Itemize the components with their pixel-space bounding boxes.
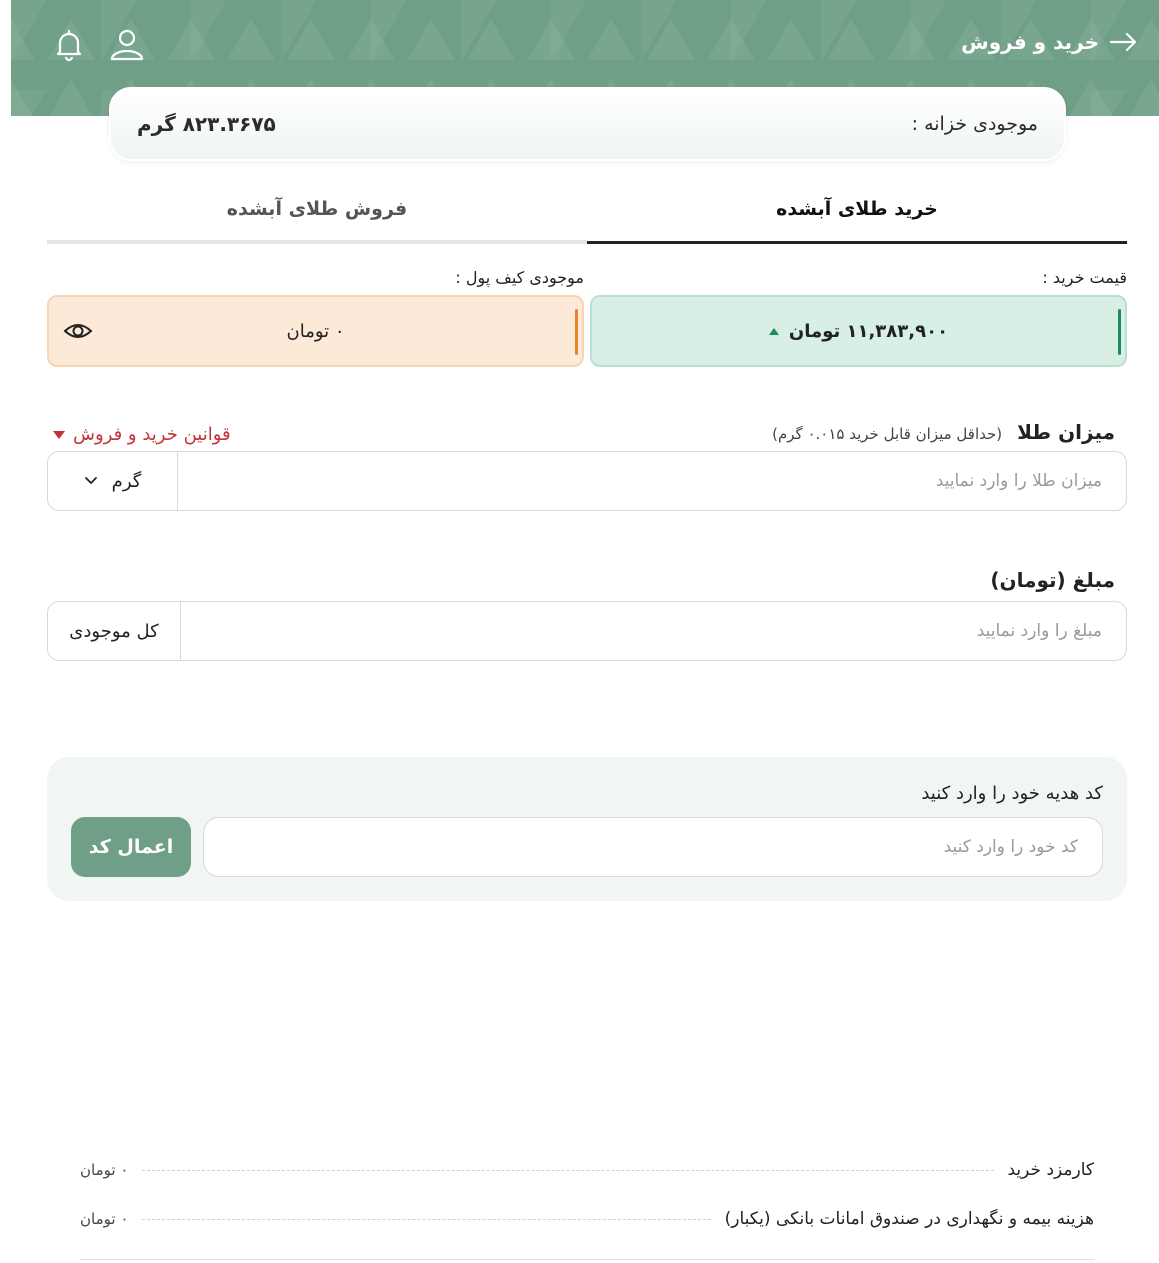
gift-code-field — [203, 817, 1103, 877]
arrow-right-icon — [1109, 31, 1139, 53]
unit-select-value: گرم — [111, 470, 142, 492]
rules-link[interactable] — [53, 424, 231, 445]
page-title: خرید و فروش — [961, 30, 1099, 54]
divider — [80, 1259, 1094, 1260]
gold-amount-title — [772, 420, 1115, 444]
user-icon[interactable] — [109, 26, 145, 62]
back-button[interactable] — [961, 30, 1139, 54]
wallet-balance-box — [47, 295, 584, 367]
gift-code-title: کد هدیه خود را وارد کنید — [921, 783, 1103, 804]
gift-code-card — [47, 757, 1127, 901]
treasury-balance-card — [109, 87, 1066, 161]
tab-sell[interactable]: فروش طلای آبشده — [47, 190, 587, 244]
dotted-leader — [142, 1219, 710, 1220]
triangle-up-icon — [769, 328, 779, 335]
fee-label: کارمزد خرید — [1007, 1160, 1094, 1180]
trade-tabs — [47, 190, 1127, 244]
tab-buy[interactable]: خرید طلای آبشده — [587, 190, 1127, 244]
apply-code-button[interactable]: اعمال کد — [71, 817, 191, 877]
all-balance-button[interactable]: کل موجودی — [48, 602, 181, 660]
gold-amount-label: میزان طلا — [1017, 420, 1115, 444]
gold-amount-field — [47, 451, 1127, 511]
gold-amount-input[interactable] — [178, 452, 1126, 510]
fee-value: ۰ تومان — [80, 1161, 129, 1179]
header-icons — [51, 26, 145, 62]
buy-price-label: قیمت خرید : — [1042, 268, 1127, 287]
buy-price-box — [590, 295, 1127, 367]
gold-amount-hint: (حداقل میزان قابل خرید ۰.۰۱۵ گرم) — [772, 425, 1003, 443]
chevron-down-icon — [84, 476, 98, 486]
bell-icon[interactable] — [51, 26, 87, 62]
fee-row — [80, 1160, 1094, 1180]
wallet-balance-value: ۰ تومان — [286, 320, 345, 342]
insurance-value: ۰ تومان — [80, 1210, 129, 1228]
price-amount-title: مبلغ (تومان) — [990, 568, 1115, 592]
price-amount-input[interactable] — [181, 602, 1126, 660]
rules-link-label: قوانین خرید و فروش — [73, 424, 231, 445]
gift-code-input[interactable] — [204, 818, 1102, 876]
insurance-label: هزینه بیمه و نگهداری در صندوق امانات بانکی (یکبار) — [724, 1209, 1094, 1229]
insurance-row — [80, 1209, 1094, 1229]
treasury-value: ۸۲۳.۳۶۷۵ گرم — [137, 112, 276, 136]
buy-price-value: ۱۱,۳۸۳,۹۰۰ تومان — [788, 320, 949, 342]
dotted-leader — [142, 1170, 993, 1171]
price-accent-bar — [1118, 309, 1121, 355]
wallet-balance-label: موجودی کیف پول : — [455, 268, 584, 287]
triangle-down-icon — [53, 431, 65, 439]
treasury-label: موجودی خزانه : — [911, 113, 1038, 135]
unit-select[interactable] — [48, 452, 178, 510]
price-amount-field — [47, 601, 1127, 661]
wallet-accent-bar — [575, 309, 578, 355]
eye-icon[interactable] — [63, 319, 93, 343]
